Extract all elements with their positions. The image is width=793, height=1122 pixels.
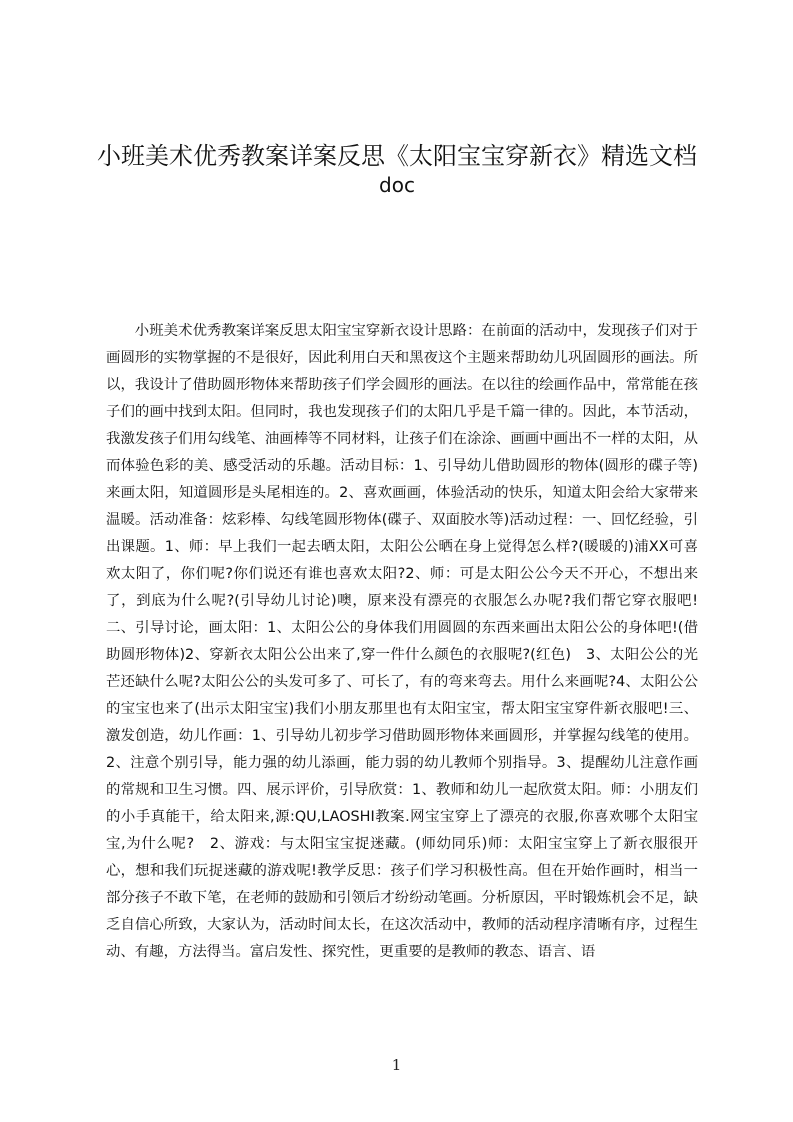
page-number: 1 xyxy=(391,1056,402,1074)
document-title-line1: 小班美术优秀教案详案反思《太阳宝宝穿新衣》精选文档 xyxy=(97,142,697,170)
document-title-line2: doc xyxy=(379,173,415,197)
document-title xyxy=(96,140,698,198)
document-body-paragraph: 小班美术优秀教案详案反思太阳宝宝穿新衣设计思路：在前面的活动中，发现孩子们对于画圆形的实物掌握的不是很好，因此利用白天和黑夜这个主题来帮助幼儿巩固圆形的画法。所以，我设计了借助圆形物体来帮助孩子们学会圆形的画法。在以往的绘画作品中，常常能在孩子们的画中找到太阳。但同时，我也发现孩子们的太阳几乎是千篇一律的。因此，本节活动，我激发孩子们用勾线笔、油画棒等不同材料，让孩子们在涂涂、画画中画出不一样的太阳，从而体验色彩的美、感受活动的乐趣。活动目标：1、引导幼儿借助圆形的物体(圆形的碟子等)来画太阳，知道圆形是头尾相连的。2、喜欢画画，体验活动的快乐，知道太阳会给大家带来温暖。活动准备：炫彩棒、勾线笔圆形物体(碟子、双面胶水等)活动过程：一、回忆经验，引出课题。1、师：早上我们一起去晒太阳，太阳公公晒在身上觉得怎么样?(暖暖的)浦XX可喜欢太阳了，你们呢?你们说还有谁也喜欢太阳?2、师：可是太阳公公今天不开心，不想出来了，到底为什么呢?(引导幼儿讨论)噢，原来没有漂亮的衣服怎么办呢?我们帮它穿衣服吧!二、引导讨论，画太阳：1、太阳公公的身体我们用圆圆的东西来画出太阳公公的身体吧!(借助圆形物体)2、穿新衣太阳公公出来了,穿一件什么颜色的衣服呢?(红色) 3、太阳公公的光芒还缺什么呢?太阳公公的头发可多了、可长了，有的弯来弯去。用什么来画呢?4、太阳公公的宝宝也来了(出示太阳宝宝)我们小朋友那里也有太阳宝宝，帮太阳宝宝穿件新衣服吧!三、激发创造，幼儿作画：1、引导幼儿初步学习借助圆形物体来画圆形，并掌握勾线笔的使用。2、注意个别引导，能力强的幼儿添画，能力弱的幼儿教师个别指导。3、提醒幼儿注意作画的常规和卫生习惯。四、展示评价，引导欣赏：1、教师和幼儿一起欣赏太阳。师：小朋友们的小手真能干，给太阳来,源:QU,LAOSHI教案.网宝宝穿上了漂亮的衣服,你喜欢哪个太阳宝宝,为什么呢? 2、游戏：与太阳宝宝捉迷藏。(师幼同乐)师：太阳宝宝穿上了新衣服很开心，想和我们玩捉迷藏的游戏呢!教学反思：孩子们学习积极性高。但在开始作画时，相当一部分孩子不敢下笔，在老师的鼓励和引领后才纷纷动笔画。分析原因，平时锻炼机会不足，缺乏自信心所致，大家认为，活动时间太长，在这次活动中，教师的活动程序清晰有序，过程生动、有趣，方法得当。富启发性、探究性，更重要的是教师的教态、语言、语 xyxy=(106,323,698,960)
